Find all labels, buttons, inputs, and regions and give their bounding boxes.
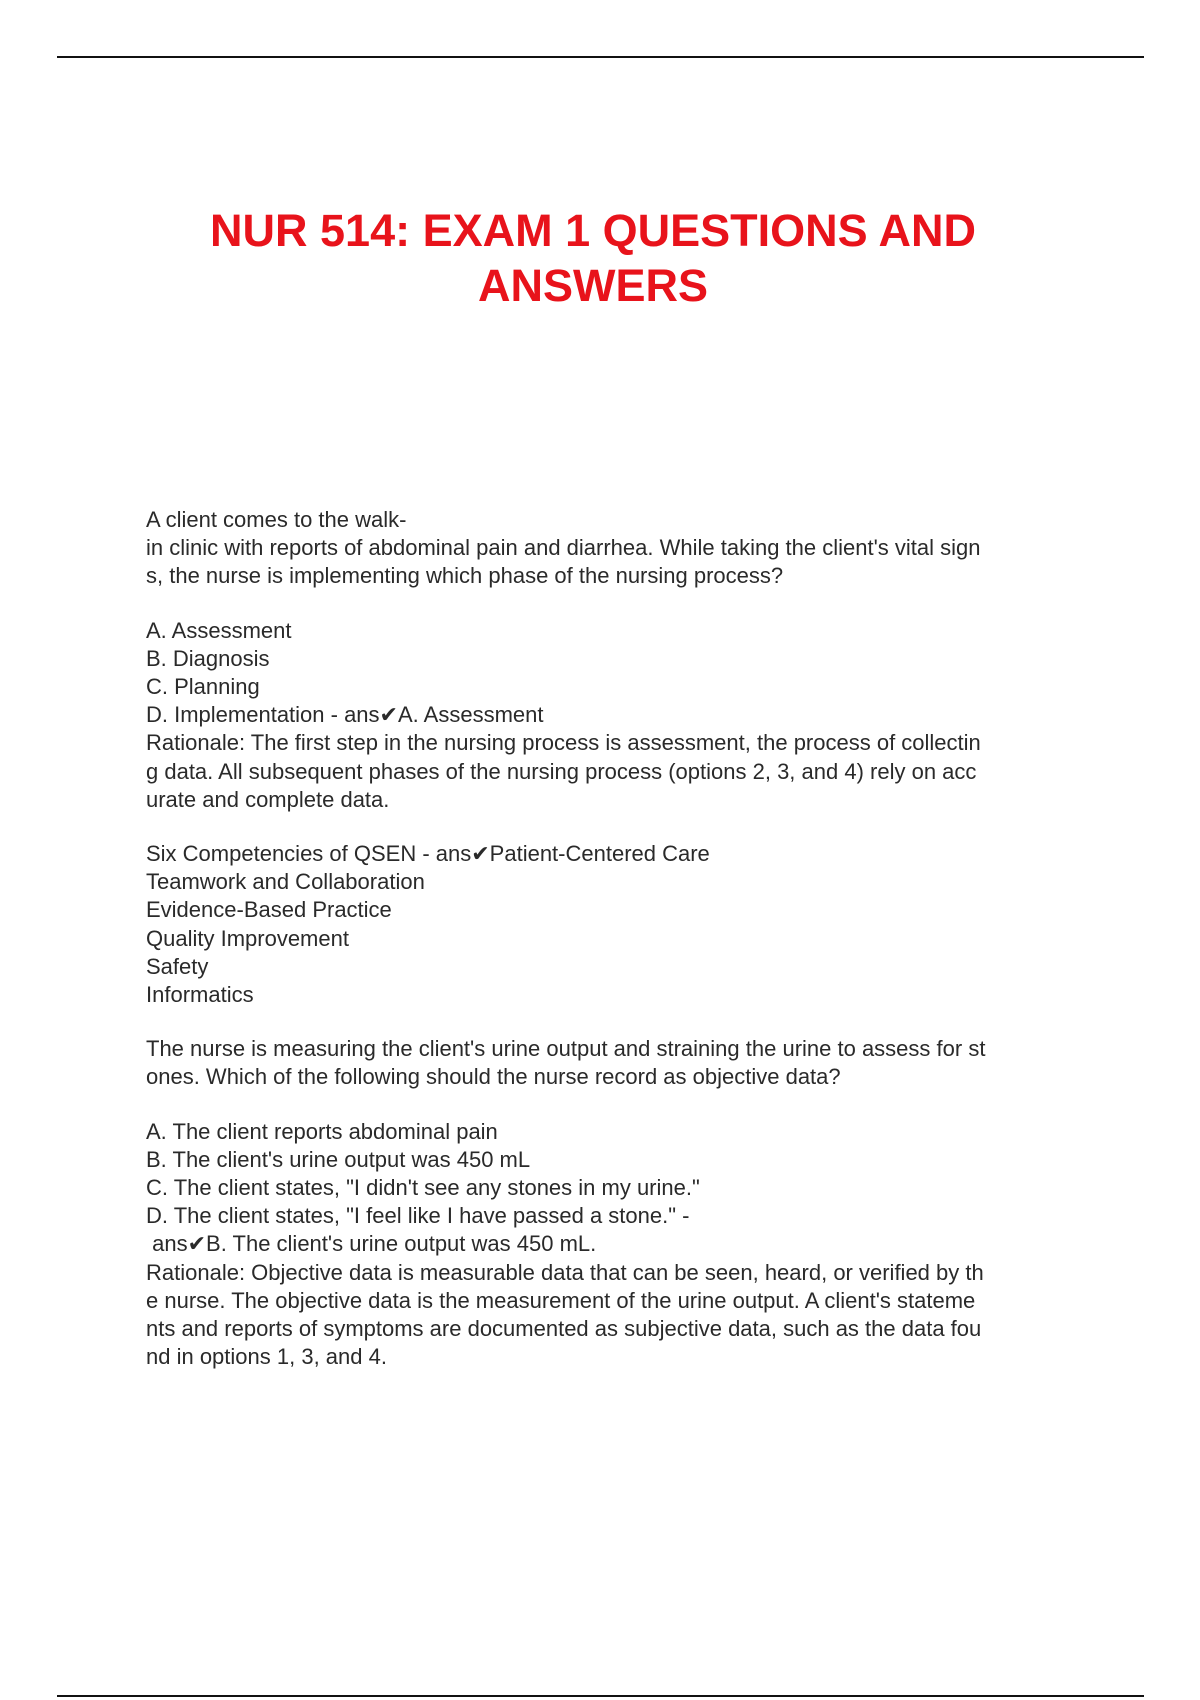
question-1-option: C. Planning [146,674,260,700]
question-2-answer-item: Evidence-Based Practice [146,897,392,923]
question-1-option-answer: D. Implementation - ans✔A. Assessment [146,702,544,728]
question-1-text: A client comes to the walk- [146,507,407,532]
question-2-answer-item: Safety [146,953,209,979]
question-3-rationale: Rationale: Objective data is measurable data that can be seen, heard, or verified by th [146,1259,984,1285]
document-title-line-2: ANSWERS [477,260,708,311]
spacer [146,1092,1096,1118]
question-1-text: s, the nurse is implementing which phase of the nursing process? [146,563,784,589]
question-3-option: D. The client states, "I feel like I have passed a stone." - [146,1203,690,1229]
top-divider [57,56,1144,58]
question-3-text: The nurse is measuring the client's urine output and straining the urine to assess for st [146,1036,986,1062]
question-1-rationale: Rationale: The first step in the nursing process is assessment, the process of collectin [146,730,981,756]
spacer [146,1009,1096,1035]
document-body [146,506,1096,1371]
question-1-rationale: urate and complete data. [146,786,390,812]
bottom-divider [57,1695,1144,1697]
question-3-option: A. The client reports abdominal pain [146,1118,498,1144]
question-3 [146,1035,1096,1371]
question-3-option: B. The client's urine output was 450 mL [146,1146,531,1172]
question-2-answer-item: Teamwork and Collaboration [146,869,425,895]
question-1 [146,506,1096,814]
spacer [146,814,1096,840]
document-title-line-1: NUR 514: EXAM 1 QUESTIONS AND [210,205,976,256]
question-1-text: in clinic with reports of abdominal pain and diarrhea. While taking the client's vital sign [146,535,981,561]
question-2-answer-item: Informatics [146,982,254,1008]
question-2-text: Six Competencies of QSEN - ans✔Patient-Centered Care [146,841,710,867]
spacer [146,591,1096,617]
question-3-option: C. The client states, "I didn't see any stones in my urine." [146,1175,700,1201]
question-1-option: A. Assessment [146,617,292,643]
document-title [150,203,1036,313]
question-1-rationale: g data. All subsequent phases of the nursing process (options 2, 3, and 4) rely on acc [146,758,977,784]
question-3-rationale: nd in options 1, 3, and 4. [146,1344,387,1370]
question-3-rationale: nts and reports of symptoms are documented as subjective data, such as the data fou [146,1316,982,1342]
question-3-rationale: e nurse. The objective data is the measurement of the urine output. A client's stateme [146,1287,976,1313]
question-2 [146,840,1096,1009]
question-1-option: B. Diagnosis [146,645,270,671]
question-3-text: ones. Which of the following should the nurse record as objective data? [146,1064,841,1090]
question-2-answer-item: Quality Improvement [146,925,349,951]
question-3-answer: ans✔B. The client's urine output was 450 mL. [146,1231,597,1257]
